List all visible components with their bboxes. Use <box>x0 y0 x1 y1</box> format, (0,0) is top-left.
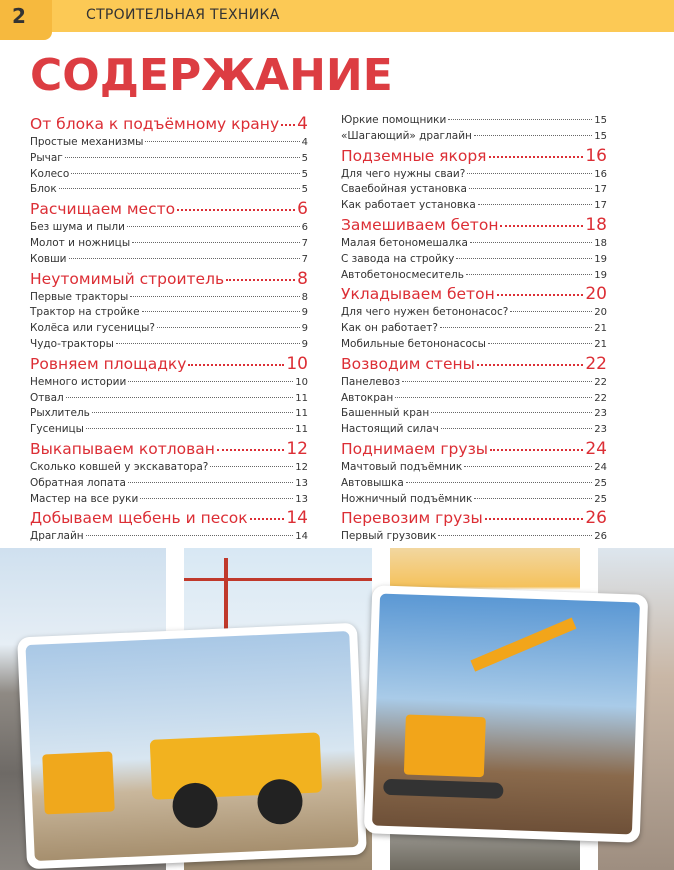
dotted-leader <box>438 535 592 536</box>
toc-page-number: 14 <box>286 508 308 529</box>
dotted-leader <box>188 364 284 366</box>
dotted-leader <box>488 343 592 344</box>
toc-entry[interactable] <box>30 493 308 509</box>
toc-entry[interactable] <box>341 376 607 392</box>
toc-page-number: 18 <box>585 214 607 235</box>
toc-entry[interactable] <box>30 407 308 423</box>
dotted-leader <box>71 173 299 174</box>
dotted-leader <box>466 274 592 275</box>
toc-entry-title: Ровняем площадку <box>30 354 187 373</box>
toc-section-heading[interactable] <box>30 199 308 221</box>
toc-section-heading[interactable] <box>341 439 607 461</box>
toc-entry-title: Ковши <box>30 252 67 265</box>
dotted-leader <box>477 364 584 366</box>
dotted-leader <box>86 428 293 429</box>
toc-entry-title: Неутомимый строитель <box>30 269 225 288</box>
toc-entry[interactable] <box>341 253 607 269</box>
loader-truck-photo-frame <box>17 623 367 870</box>
toc-entry-title: Поднимаем грузы <box>341 439 489 458</box>
toc-section-heading[interactable] <box>30 114 308 136</box>
toc-entry-title: Обратная лопата <box>30 476 126 489</box>
toc-entry-title: Блок <box>30 183 57 196</box>
toc-entry[interactable] <box>341 477 607 493</box>
dotted-leader <box>281 124 295 126</box>
toc-entry-title: Как он работает? <box>341 322 438 335</box>
dotted-leader <box>132 242 300 243</box>
toc-page-number: 11 <box>295 392 308 404</box>
toc-entry-title: Первые тракторы <box>30 290 129 303</box>
dotted-leader <box>469 188 592 189</box>
toc-page-number: 18 <box>594 237 607 249</box>
toc-page-number: 23 <box>594 408 607 420</box>
toc-entry[interactable] <box>341 269 607 285</box>
toc-page-number: 19 <box>594 269 607 281</box>
dotted-leader <box>497 294 584 296</box>
toc-page-number: 11 <box>295 424 308 436</box>
toc-column-right <box>341 114 607 546</box>
dotted-leader <box>130 296 299 297</box>
toc-entry-title: Панелевоз <box>341 375 401 388</box>
toc-page-number: 10 <box>286 353 308 374</box>
dotted-leader <box>157 327 300 328</box>
excavator-photo-frame <box>364 585 648 842</box>
dotted-leader <box>65 157 300 158</box>
toc-entry-title: От блока к подъёмному крану <box>30 115 280 133</box>
toc-page-number: 13 <box>295 477 308 489</box>
toc-entry[interactable] <box>341 183 607 199</box>
toc-entry-title: Добываем щебень и песок <box>30 509 248 528</box>
toc-entry[interactable] <box>341 199 607 215</box>
toc-entry-title: Укладываем бетон <box>341 285 495 304</box>
dotted-leader <box>406 482 592 483</box>
page-number: 2 <box>12 4 26 28</box>
toc-entry-title: Мобильные бетононасосы <box>341 337 486 350</box>
toc-entry-title: Первый грузовик <box>341 530 437 543</box>
toc-entry-title: Настоящий силач <box>341 423 439 436</box>
toc-entry[interactable] <box>30 392 308 408</box>
toc-entry-title: Выкапываем котлован <box>30 439 215 458</box>
toc-entry[interactable] <box>341 493 607 509</box>
dotted-leader <box>177 209 295 211</box>
toc-entry-title: Автокран <box>341 391 394 404</box>
toc-entry-title: «Шагающий» драглайн <box>341 129 472 142</box>
toc-page-number: 7 <box>301 253 308 265</box>
toc-page-number: 5 <box>301 168 308 180</box>
dotted-leader <box>116 343 300 344</box>
dotted-leader <box>464 466 592 467</box>
toc-entry[interactable] <box>30 253 308 269</box>
toc-section-heading[interactable] <box>30 439 308 461</box>
dotted-leader <box>474 498 592 499</box>
toc-section-heading[interactable] <box>30 508 308 530</box>
toc-entry-title: Немного истории <box>30 375 127 388</box>
toc-page-number: 12 <box>295 461 308 473</box>
toc-page-number: 24 <box>594 461 607 473</box>
toc-entry-title: Автовышка <box>341 476 404 489</box>
toc-page-number: 13 <box>295 493 308 505</box>
toc-entry[interactable] <box>341 168 607 184</box>
toc-column-left <box>30 114 308 546</box>
toc-entry-title: Простые механизмы <box>30 136 144 148</box>
toc-entry[interactable] <box>341 530 607 546</box>
toc-section-heading[interactable] <box>341 215 607 237</box>
toc-entry[interactable] <box>341 130 607 146</box>
dotted-leader <box>470 242 592 243</box>
toc-page-number: 23 <box>594 424 607 436</box>
toc-entry[interactable] <box>30 291 308 307</box>
toc-entry[interactable] <box>30 183 308 199</box>
toc-entry[interactable] <box>30 136 308 152</box>
toc-entry-title: Мастер на все руки <box>30 492 139 505</box>
toc-entry[interactable] <box>30 152 308 168</box>
toc-entry[interactable] <box>30 338 308 354</box>
toc-entry[interactable] <box>341 407 607 423</box>
dotted-leader <box>128 381 293 382</box>
toc-entry-title: Замешиваем бетон <box>341 215 499 234</box>
toc-page-number: 17 <box>594 184 607 196</box>
dotted-leader <box>395 397 592 398</box>
toc-entry-title: Башенный кран <box>341 407 430 420</box>
toc-page-number: 15 <box>594 115 607 126</box>
toc-entry-title: Мачтовый подъёмник <box>341 460 463 473</box>
toc-entry-title: Юркие помощники <box>341 114 447 126</box>
toc-entry[interactable] <box>30 221 308 237</box>
toc-section-heading[interactable] <box>341 508 607 530</box>
toc-page-number: 19 <box>594 253 607 265</box>
dotted-leader <box>86 535 294 536</box>
dotted-leader <box>431 412 592 413</box>
dotted-leader <box>441 428 592 429</box>
toc-entry[interactable] <box>30 237 308 253</box>
toc-page-number: 12 <box>286 438 308 459</box>
toc-entry-title: Для чего нужны сваи? <box>341 167 466 180</box>
toc-page-number: 15 <box>594 130 607 142</box>
dotted-leader <box>490 449 583 451</box>
toc-page-number: 20 <box>594 307 607 319</box>
toc-entry[interactable] <box>341 114 607 130</box>
toc-entry[interactable] <box>30 423 308 439</box>
toc-entry[interactable] <box>30 530 308 546</box>
toc-entry-title: Сколько ковшей у экскаватора? <box>30 460 209 473</box>
toc-section-heading[interactable] <box>341 354 607 376</box>
toc-entry-title: Без шума и пыли <box>30 221 125 234</box>
dotted-leader <box>478 204 592 205</box>
toc-entry[interactable] <box>341 392 607 408</box>
toc-page-number: 5 <box>301 184 308 196</box>
photo-collage <box>0 548 674 870</box>
toc-page-number: 7 <box>301 237 308 249</box>
toc-page-number: 22 <box>585 353 607 374</box>
toc-entry-title: Как работает установка <box>341 199 476 212</box>
toc-page-number: 6 <box>301 222 308 234</box>
toc-section-heading[interactable] <box>30 269 308 291</box>
dotted-leader <box>510 311 592 312</box>
dotted-leader <box>500 225 583 227</box>
toc-section-heading[interactable] <box>341 146 607 168</box>
dotted-leader <box>467 173 592 174</box>
toc-page-number: 14 <box>295 531 308 543</box>
toc-page-number: 22 <box>594 376 607 388</box>
toc-page-number: 11 <box>295 408 308 420</box>
toc-page-number: 10 <box>295 376 308 388</box>
toc-entry-title: Чудо-тракторы <box>30 337 114 350</box>
running-title: СТРОИТЕЛЬНАЯ ТЕХНИКА <box>86 7 280 23</box>
toc-entry-title: Малая бетономешалка <box>341 236 468 249</box>
toc-entry-title: Колёса или гусеницы? <box>30 322 155 335</box>
dotted-leader <box>402 381 592 382</box>
page-title: СОДЕРЖАНИЕ <box>30 50 393 101</box>
toc-page-number: 9 <box>301 338 308 350</box>
page-number-tab <box>0 0 52 40</box>
toc-page-number: 20 <box>585 284 607 305</box>
toc-entry[interactable] <box>341 461 607 477</box>
toc-page-number: 21 <box>594 338 607 350</box>
dotted-leader <box>440 327 592 328</box>
toc-entry-title: Для чего нужен бетононасос? <box>341 306 509 319</box>
toc-page-number: 26 <box>585 508 607 529</box>
dotted-leader <box>92 412 293 413</box>
toc-entry[interactable] <box>30 168 308 184</box>
toc-section-heading[interactable] <box>341 284 607 306</box>
dotted-leader <box>140 498 293 499</box>
toc-entry[interactable] <box>30 461 308 477</box>
dotted-leader <box>69 258 300 259</box>
toc-entry[interactable] <box>30 376 308 392</box>
dotted-leader <box>66 397 294 398</box>
toc-page-number: 4 <box>301 137 308 148</box>
toc-page-number: 25 <box>594 493 607 505</box>
toc-entry-title: Рычаг <box>30 151 63 164</box>
dotted-leader <box>474 135 592 136</box>
toc-entry-title: Молот и ножницы <box>30 236 131 249</box>
dotted-leader <box>59 188 300 189</box>
toc-page-number: 9 <box>301 307 308 319</box>
dotted-leader <box>489 156 584 158</box>
dotted-leader <box>250 518 285 520</box>
excavator-photo <box>372 594 640 835</box>
toc-section-heading[interactable] <box>30 354 308 376</box>
toc-entry[interactable] <box>30 306 308 322</box>
toc-entry-title: С завода на стройку <box>341 252 455 265</box>
toc-page-number: 16 <box>594 168 607 180</box>
toc-entry-title: Ножничный подъёмник <box>341 492 473 505</box>
toc-entry-title: Подземные якоря <box>341 146 487 165</box>
toc-page-number: 16 <box>585 145 607 166</box>
dotted-leader <box>448 119 592 120</box>
dotted-leader <box>485 518 584 520</box>
toc-entry-title: Рыхлитель <box>30 407 90 420</box>
toc-page-number: 21 <box>594 323 607 335</box>
toc-entry-title: Возводим стены <box>341 354 475 373</box>
toc-entry[interactable] <box>341 306 607 322</box>
toc-entry-title: Автобетоносмеситель <box>341 268 464 281</box>
toc-page-number: 5 <box>301 152 308 164</box>
toc-page-number: 8 <box>297 268 308 289</box>
toc-entry[interactable] <box>341 322 607 338</box>
dotted-leader <box>127 226 300 227</box>
loader-truck-photo <box>25 631 358 861</box>
toc-page-number: 22 <box>594 392 607 404</box>
toc-entry-title: Перевозим грузы <box>341 509 483 528</box>
toc-entry-title: Отвал <box>30 391 64 404</box>
toc-entry[interactable] <box>341 237 607 253</box>
dotted-leader <box>142 311 300 312</box>
dotted-leader <box>226 279 295 281</box>
toc-page-number: 24 <box>585 438 607 459</box>
toc-page-number: 25 <box>594 477 607 489</box>
dotted-leader <box>456 258 592 259</box>
toc-page-number: 8 <box>301 291 308 303</box>
toc-entry[interactable] <box>30 477 308 493</box>
toc-entry[interactable] <box>341 423 607 439</box>
toc-entry-title: Расчищаем место <box>30 200 176 219</box>
toc-page-number: 6 <box>297 199 308 220</box>
toc-entry-title: Трактор на стройке <box>30 306 140 319</box>
toc-page-number: 17 <box>594 200 607 212</box>
toc-page-number: 4 <box>297 114 308 134</box>
toc-page-number: 26 <box>594 531 607 543</box>
toc-entry-title: Колесо <box>30 167 70 180</box>
toc-entry-title: Драглайн <box>30 530 84 543</box>
dotted-leader <box>145 141 299 142</box>
toc-page-number: 9 <box>301 323 308 335</box>
toc-entry-title: Сваебойная установка <box>341 183 467 196</box>
toc-entry[interactable] <box>341 338 607 354</box>
toc-entry-title: Гусеницы <box>30 423 84 436</box>
dotted-leader <box>210 466 293 467</box>
toc-entry[interactable] <box>30 322 308 338</box>
dotted-leader <box>217 449 284 451</box>
dotted-leader <box>128 482 293 483</box>
